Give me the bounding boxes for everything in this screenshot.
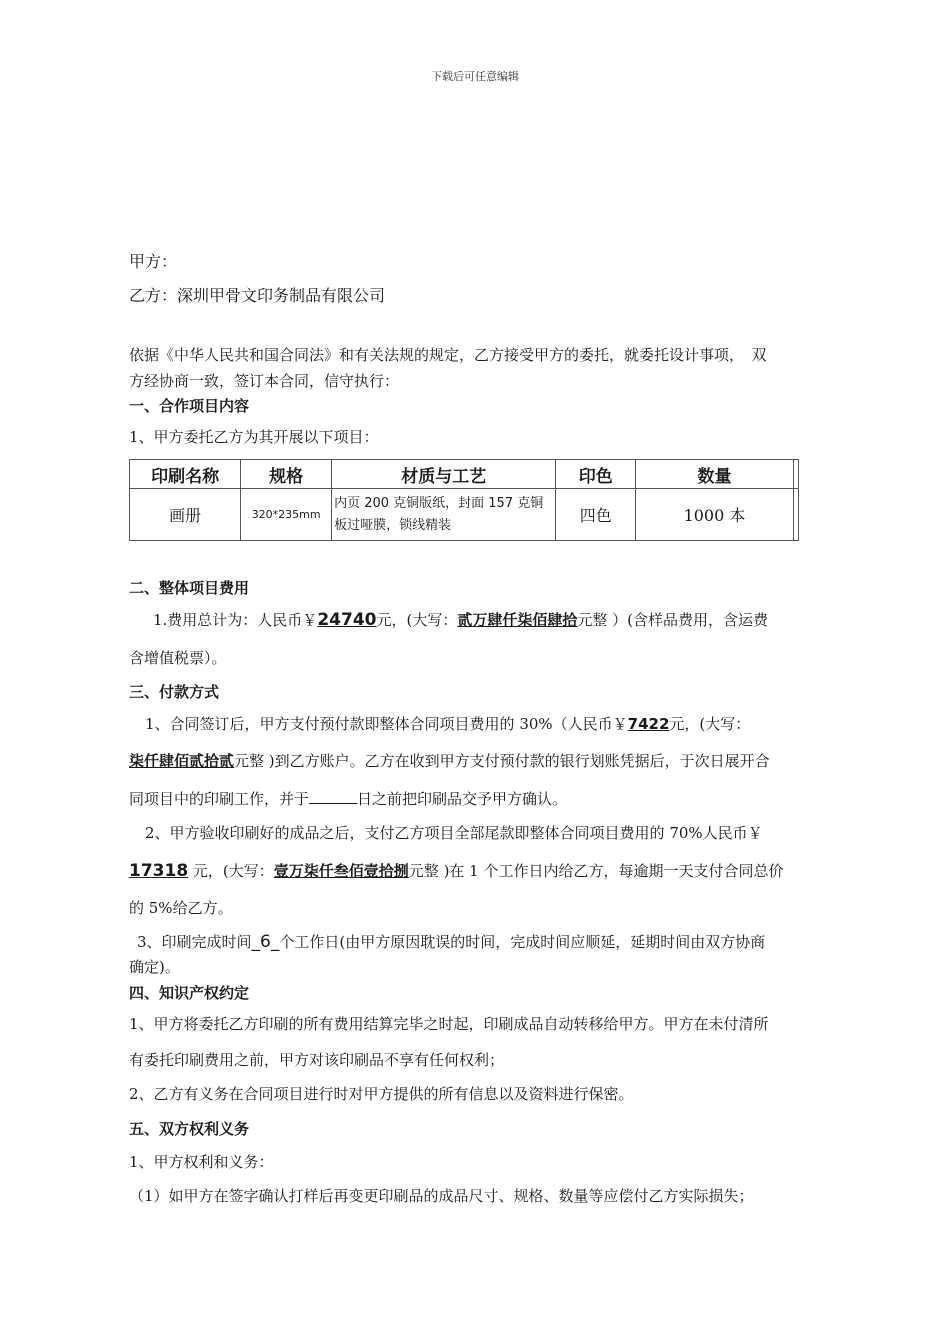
table-cell-edge [794, 489, 799, 541]
fee-suffix: 元整 ）(含样品费用，含运费 [577, 611, 768, 629]
section-4-title: 四、知识产权约定 [129, 984, 250, 1002]
pay-1-line-1 [145, 714, 750, 734]
table-cell-qty: 1000 本 [635, 489, 793, 541]
pay-2-line-1: 2、甲方验收印刷好的成品之后，支付乙方项目全部尾款即整体合同项目费用的 70%人民币￥ [145, 824, 763, 842]
header-note: 下载后可任意编辑 [431, 70, 519, 83]
section-1-item-1: 1、甲方委托乙方为其开展以下项目： [129, 428, 379, 446]
pay-1-prefix: 1、合同签订后，甲方支付预付款即整体合同项目费用的 30%（人民币￥ [145, 715, 628, 733]
rights-1-title: 1、甲方权利和义务： [129, 1153, 274, 1171]
table-cell-size: 320*235mm [241, 489, 332, 541]
pay-2-line-3: 的 5%给乙方。 [129, 899, 233, 917]
rights-1-item-1: （1）如甲方在签字确认打样后再变更印刷品的成品尺寸、规格、数量等应偿付乙方实际损失； [129, 1187, 754, 1205]
party-a-label: 甲方： [129, 252, 178, 271]
table-cell-name: 画册 [130, 489, 241, 541]
pay-3-suffix: 个工作日(由甲方原因耽误的时间，完成时间应顺延，延期时间由双方协商 [279, 933, 766, 951]
ip-1-line-2: 有委托印刷费用之前，甲方对该印刷品不享有任何权利； [129, 1051, 505, 1069]
ip-1-line-1: 1、甲方将委托乙方印刷的所有费用结算完毕之时起，印刷成品自动转移给甲方。甲方在未付清所 [129, 1015, 769, 1033]
spec-table [129, 459, 799, 541]
table-row [130, 489, 799, 541]
table-cell-material: 内页 200 克铜版纸，封面 157 克铜板过哑膜，锁线精装 [332, 489, 556, 541]
pay-1-line-2-rest: 元整 )到乙方账户。乙方在收到甲方支付预付款的银行划账凭据后，于次日展开合 [234, 752, 770, 770]
table-header-color: 印色 [556, 460, 635, 489]
table-header-name: 印刷名称 [130, 460, 241, 489]
ip-2-line: 2、乙方有义务在合同项目进行时对甲方提供的所有信息以及资料进行保密。 [129, 1085, 634, 1103]
fee-line-2: 含增值税票）。 [129, 649, 227, 667]
pay-1-line-3-prefix: 同项目中的印刷工作，并于 [129, 790, 310, 808]
intro-line-1: 依据《中华人民共和国合同法》和有关法规的规定，乙方接受甲方的委托，就委托设计事项， 双 [129, 346, 767, 364]
pay-2-line-2 [129, 861, 784, 881]
table-header-qty: 数量 [635, 460, 793, 489]
pay-1-mid: 元，(大写： [669, 715, 751, 733]
pay-2-line-2-rest: 元整 )在 1 个工作日内给乙方，每逾期一天支付合同总价 [408, 862, 784, 880]
table-header-size: 规格 [241, 460, 332, 489]
pay-1-line-2 [129, 751, 770, 771]
pay-1-amount: 7422 [627, 715, 670, 733]
pay-2-mid: 元，(大写： [188, 862, 274, 880]
date-blank [309, 789, 357, 804]
fee-prefix: 1.费用总计为：人民币￥ [153, 611, 318, 629]
intro-line-2: 方经协商一致，签订本合同，信守执行： [129, 372, 400, 390]
pay-1-line-3 [129, 789, 567, 809]
fee-amount: 24740 [317, 610, 377, 630]
pay-2-amount-cn: 壹万柒仟叁佰壹拾捌 [273, 862, 409, 880]
fee-line-1 [153, 610, 768, 630]
table-cell-color: 四色 [556, 489, 635, 541]
fee-mid: 元，(大写： [376, 611, 458, 629]
fee-amount-cn: 贰万肆仟柒佰肆拾 [457, 611, 578, 629]
section-1-title: 一、合作项目内容 [129, 397, 250, 415]
spec-table-header-row [130, 460, 799, 489]
pay-3-line-2: 确定)。 [129, 958, 180, 976]
table-header-edge [794, 460, 799, 489]
pay-1-amount-cn: 柒仟肆佰贰拾贰 [129, 752, 235, 770]
pay-2-amount: 17318 [129, 861, 189, 881]
pay-3-line-1 [137, 932, 765, 952]
party-b-label: 乙方：深圳甲骨文印务制品有限公司 [129, 286, 386, 305]
pay-3-prefix: 3、印刷完成时间 [137, 933, 252, 951]
section-3-title: 三、付款方式 [129, 683, 220, 701]
pay-1-line-3-suffix: 日之前把印刷品交予甲方确认。 [357, 790, 568, 808]
table-header-material: 材质与工艺 [332, 460, 556, 489]
section-5-title: 五、双方权利义务 [129, 1120, 250, 1138]
pay-3-days: _6_ [251, 932, 280, 952]
section-2-title: 二、整体项目费用 [129, 579, 250, 597]
